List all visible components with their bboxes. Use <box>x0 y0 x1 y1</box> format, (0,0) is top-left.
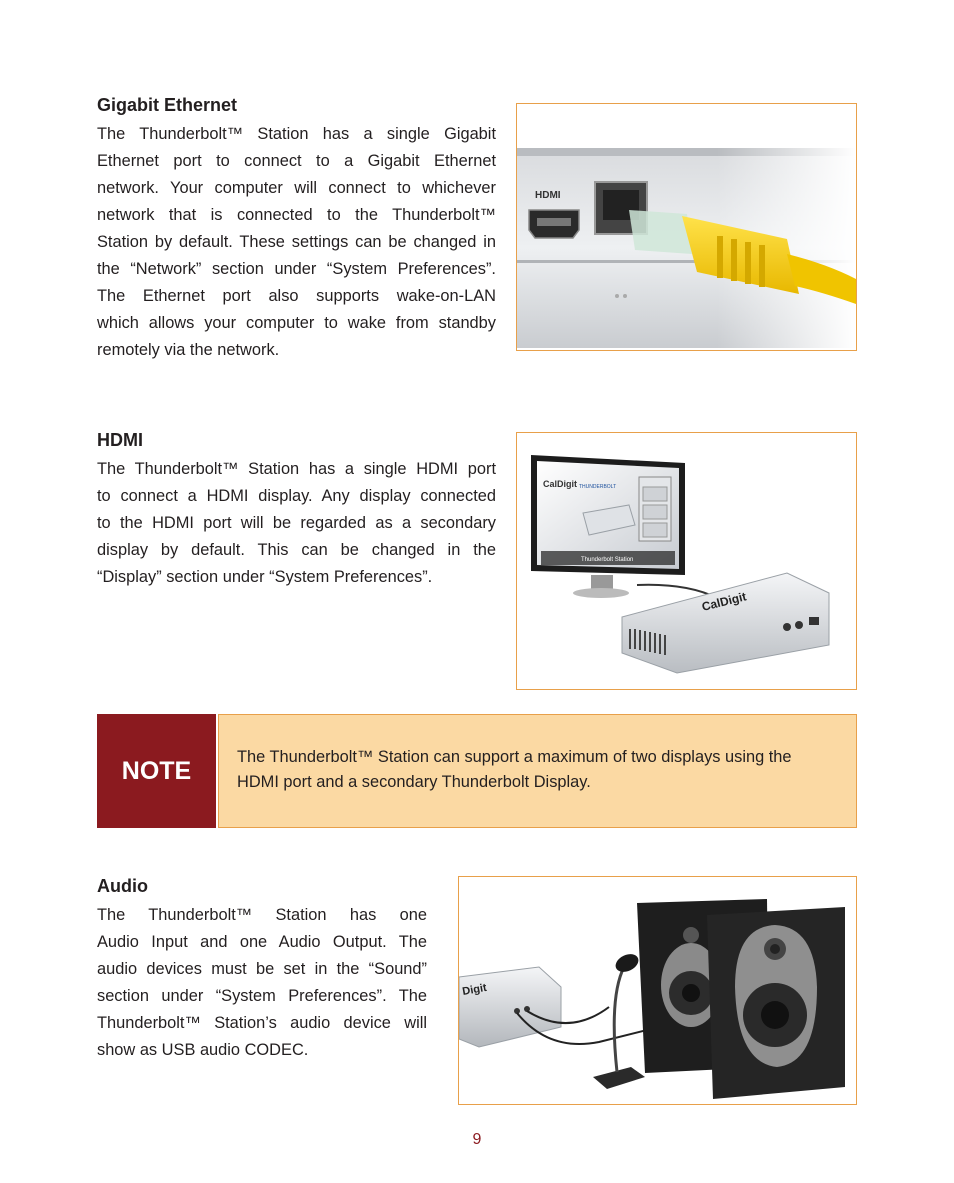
audio-line: show as USB audio CODEC. <box>97 1041 309 1059</box>
device-brand: CalDigit <box>700 589 748 614</box>
ethernet-line: Ethernet port to connect to a Gigabit Ethernet <box>97 152 496 170</box>
hdmi-paragraph <box>97 456 496 591</box>
ethernet-line: the “Network” section under “System Preferences”. <box>97 260 496 278</box>
thunderbolt-station-icon <box>459 967 561 1047</box>
hdmi-line: “Display” section under “System Preferences”. <box>97 568 433 586</box>
screen-caption: Thunderbolt Station <box>581 557 634 563</box>
hdmi-line: The Thunderbolt™ Station has a single HDMI port <box>97 460 496 478</box>
audio-line: The Thunderbolt™ Station has one <box>97 906 427 924</box>
screen-brand-sub: THUNDERBOLT <box>579 484 617 490</box>
screen-brand: CalDigit <box>543 479 578 489</box>
hdmi-line: to the HDMI port will be regarded as a secondary <box>97 514 496 532</box>
note-callout <box>97 714 857 828</box>
audio-devices-image <box>458 876 857 1105</box>
note-label: NOTE <box>97 714 216 828</box>
note-line: HDMI port and a secondary Thunderbolt Display. <box>237 773 591 791</box>
audio-line: Audio Input and one Audio Output. The <box>97 933 427 951</box>
audio-heading: Audio <box>97 876 148 896</box>
ethernet-line: remotely via the network. <box>97 341 280 359</box>
ethernet-port-image <box>516 103 857 351</box>
ethernet-paragraph <box>97 121 496 364</box>
microphone-icon <box>593 1067 645 1089</box>
note-line: The Thunderbolt™ Station can support a maximum of two displays using the <box>237 748 792 766</box>
hdmi-heading: HDMI <box>97 430 143 450</box>
note-body <box>218 714 857 828</box>
audio-device-brand: Digit <box>461 981 488 998</box>
ethernet-line: The Ethernet port also supports wake-on-LAN <box>97 287 496 305</box>
ethernet-heading: Gigabit Ethernet <box>97 95 238 115</box>
hdmi-display-image <box>516 432 857 690</box>
ethernet-line: The Thunderbolt™ Station has a single Gigabit <box>97 125 496 143</box>
ethernet-line: network that is connected to the Thunderbolt™ <box>97 206 496 224</box>
ethernet-line: Station by default. These settings can be changed in <box>97 233 496 251</box>
page-number: 9 <box>472 1131 482 1148</box>
audio-line: Thunderbolt™ Station’s audio device will <box>97 1014 427 1032</box>
audio-paragraph <box>97 902 427 1064</box>
audio-line: audio devices must be set in the “Sound” <box>97 960 427 978</box>
hdmi-port-label: HDMI <box>535 190 561 201</box>
audio-line: section under “System Preferences”. The <box>97 987 427 1005</box>
ethernet-line: network. Your computer will connect to whichever <box>97 179 496 197</box>
ethernet-line: which allows your computer to wake from standby <box>97 314 496 332</box>
hdmi-line: to connect a HDMI display. Any display connected <box>97 487 496 505</box>
hdmi-line: display by default. This can be changed in the <box>97 541 496 559</box>
